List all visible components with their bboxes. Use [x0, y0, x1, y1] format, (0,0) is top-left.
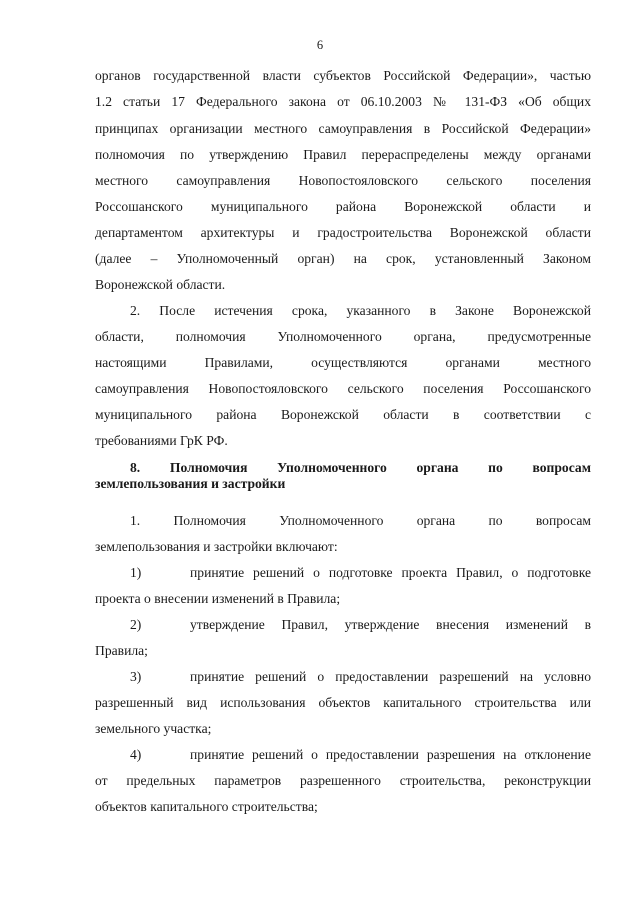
text-line: Правила; [95, 643, 148, 658]
text-line: муниципального района Воронежской области в соответствии с [95, 407, 591, 422]
text-line: полномочия по утверждению Правил перераспределены между органами [95, 147, 591, 162]
text-line: 1. Полномочия Уполномоченного органа по вопросам [130, 513, 591, 528]
list-number: 3) [130, 669, 142, 684]
list-number: 1) [130, 565, 142, 580]
text-line: органов государственной власти субъектов Российской Федерации», частью [95, 68, 591, 83]
text-line: землепользования и застройки включают: [95, 539, 338, 554]
list-item-line [130, 669, 591, 685]
list-item-text: принятие решений о предоставлении разрешения на отклонение [190, 747, 591, 762]
list-item-line [130, 617, 591, 633]
text-line: принципах организации местного самоуправления в Российской Федерации» [95, 121, 591, 136]
page-number: 6 [316, 38, 324, 52]
text-line: требованиями ГрК РФ. [95, 433, 228, 448]
text-line: 2. После истечения срока, указанного в Законе Воронежской [130, 303, 591, 318]
text-line: самоуправления Новопостояловского сельского поселения Россошанского [95, 381, 591, 396]
section-heading: 8. Полномочия Уполномоченного органа по вопросам [130, 460, 591, 475]
text-line: настоящими Правилами, осуществляются органами местного [95, 355, 591, 370]
section-heading-continued: землепользования и застройки [95, 476, 286, 491]
text-line: Воронежской области. [95, 277, 226, 292]
text-line: (далее – Уполномоченный орган) на срок, установленный Законом [95, 251, 591, 266]
list-number: 2) [130, 617, 142, 632]
list-item-line [130, 747, 591, 763]
text-line: проекта о внесении изменений в Правила; [95, 591, 341, 606]
list-item-text: принятие решений о подготовке проекта Правил, о подготовке [190, 565, 591, 580]
list-number: 4) [130, 747, 142, 762]
text-line: Россошанского муниципального района Воронежской области и [95, 199, 591, 214]
text-line: объектов капитального строительства; [95, 799, 318, 814]
text-line: земельного участка; [95, 721, 212, 736]
text-line: департаментом архитектуры и градостроительства Воронежской области [95, 225, 591, 240]
list-item-line [130, 565, 591, 581]
list-item-text: принятие решений о предоставлении разрешений на условно [190, 669, 591, 684]
list-item-text: утверждение Правил, утверждение внесения изменений в [190, 617, 591, 632]
text-line: разрешенный вид использования объектов капитального строительства или [95, 695, 591, 710]
text-line: 1.2 статьи 17 Федерального закона от 06.10.2003 № 131-ФЗ «Об общих [95, 94, 591, 109]
text-line: местного самоуправления Новопостояловского сельского поселения [95, 173, 591, 188]
text-line: области, полномочия Уполномоченного органа, предусмотренные [95, 329, 591, 344]
text-line: от предельных параметров разрешенного строительства, реконструкции [95, 773, 591, 788]
